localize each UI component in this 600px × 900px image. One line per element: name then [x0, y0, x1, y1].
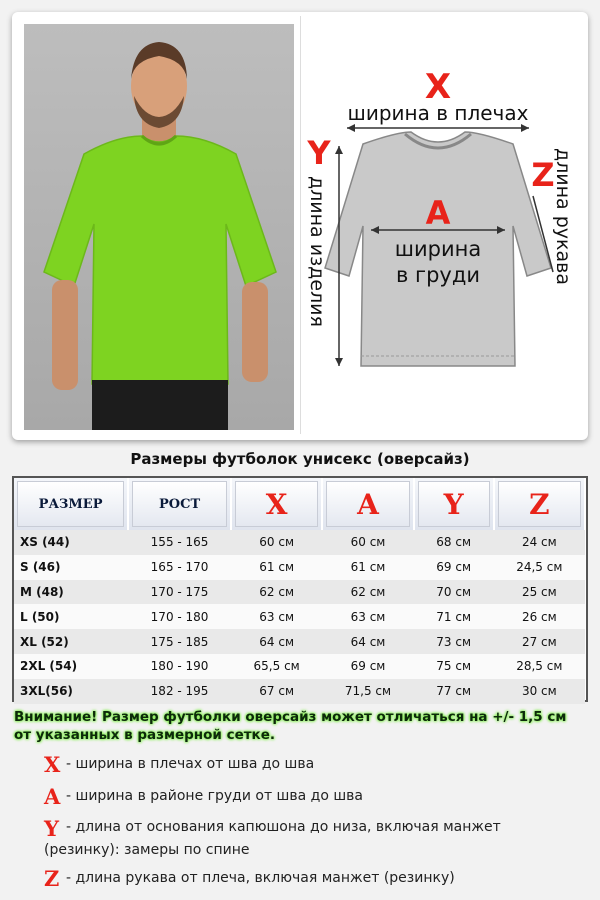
cell-y: 75 см: [414, 654, 494, 679]
cell-z: 25 см: [494, 580, 585, 605]
diagram-a-label-2: в груди: [395, 263, 481, 287]
table-row: [14, 530, 585, 555]
cell-height: 175 - 185: [128, 629, 231, 654]
legend-text: - длина рукава от плеча, включая манжет (резинку): [66, 870, 455, 886]
cell-height: 170 - 180: [128, 604, 231, 629]
cell-x: 60 см: [231, 530, 322, 555]
legend-text: - длина от основания капюшона до низа, включая манжет: [66, 819, 501, 835]
table-header-row: [14, 478, 585, 530]
cell-a: 60 см: [322, 530, 413, 555]
diagram-z-label: длина рукава: [552, 148, 574, 285]
diagram-z-letter: Z: [531, 156, 555, 194]
cell-x: 63 см: [231, 604, 322, 629]
cell-a: 63 см: [322, 604, 413, 629]
cell-size: 2XL (54): [14, 654, 128, 679]
cell-y: 68 см: [414, 530, 494, 555]
cell-z: 24 см: [494, 530, 585, 555]
cell-height: 165 - 170: [128, 555, 231, 580]
cell-x: 65,5 см: [231, 654, 322, 679]
header-size: РАЗМЕР: [14, 478, 128, 530]
cell-z: 26 см: [494, 604, 585, 629]
cell-x: 67 см: [231, 679, 322, 704]
cell-z: 27 см: [494, 629, 585, 654]
warning-note: Внимание! Размер футболки оверсайз может отличаться на +/- 1,5 см от указанных в размерной сетке.: [14, 709, 567, 743]
table-row: [14, 580, 585, 605]
table-row: [14, 604, 585, 629]
measurement-diagram: [300, 16, 582, 434]
cell-x: 64 см: [231, 629, 322, 654]
cell-a: 61 см: [322, 555, 413, 580]
cell-z: 28,5 см: [494, 654, 585, 679]
cell-y: 73 см: [414, 629, 494, 654]
diagram-y-letter: Y: [307, 134, 331, 172]
legend-text: - ширина в районе груди от шва до шва: [66, 788, 363, 804]
cell-height: 182 - 195: [128, 679, 231, 704]
cell-x: 61 см: [231, 555, 322, 580]
legend-letter: Y: [44, 816, 59, 841]
cell-size: XL (52): [14, 629, 128, 654]
cell-height: 170 - 175: [128, 580, 231, 605]
table-row: [14, 555, 585, 580]
legend-item-y: [44, 816, 584, 842]
diagram-x-label: ширина в плечах: [347, 101, 529, 125]
legend-letter: X: [44, 752, 61, 777]
cell-y: 77 см: [414, 679, 494, 704]
legend-letter: Z: [44, 866, 60, 891]
cell-x: 62 см: [231, 580, 322, 605]
cell-a: 64 см: [322, 629, 413, 654]
cell-y: 70 см: [414, 580, 494, 605]
cell-y: 71 см: [414, 604, 494, 629]
table-title: Размеры футболок унисекс (оверсайз): [130, 450, 470, 468]
table-row: [14, 679, 585, 704]
cell-size: XS (44): [14, 530, 128, 555]
diagram-y-label: длина изделия: [306, 176, 328, 327]
cell-size: L (50): [14, 604, 128, 629]
cell-size: S (46): [14, 555, 128, 580]
diagram-a-letter: A: [425, 194, 451, 232]
header-x: X: [231, 478, 322, 530]
table-row: [14, 629, 585, 654]
legend-text-continued: (резинку): замеры по спине: [44, 842, 250, 858]
cell-z: 30 см: [494, 679, 585, 704]
cell-a: 62 см: [322, 580, 413, 605]
header-a: A: [322, 478, 413, 530]
cell-size: 3XL(56): [14, 679, 128, 704]
cell-a: 71,5 см: [322, 679, 413, 704]
legend-item-a: [44, 784, 584, 810]
measurement-legend: [44, 752, 584, 898]
legend-item-x: [44, 752, 584, 778]
table-row: [14, 654, 585, 679]
cell-y: 69 см: [414, 555, 494, 580]
model-photo-illustration: [24, 24, 294, 430]
cell-size: M (48): [14, 580, 128, 605]
size-table: [12, 476, 588, 702]
header-height: РОСТ: [128, 478, 231, 530]
cell-height: 180 - 190: [128, 654, 231, 679]
diagram-x-letter: X: [424, 67, 452, 107]
cell-height: 155 - 165: [128, 530, 231, 555]
cell-a: 69 см: [322, 654, 413, 679]
model-photo: [24, 24, 294, 430]
header-y: Y: [414, 478, 494, 530]
legend-text: - ширина в плечах от шва до шва: [66, 756, 315, 772]
legend-item-z: [44, 866, 584, 892]
cell-z: 24,5 см: [494, 555, 585, 580]
legend-letter: A: [44, 784, 61, 809]
diagram-a-label-1: ширина: [394, 237, 482, 261]
header-z: Z: [494, 478, 585, 530]
